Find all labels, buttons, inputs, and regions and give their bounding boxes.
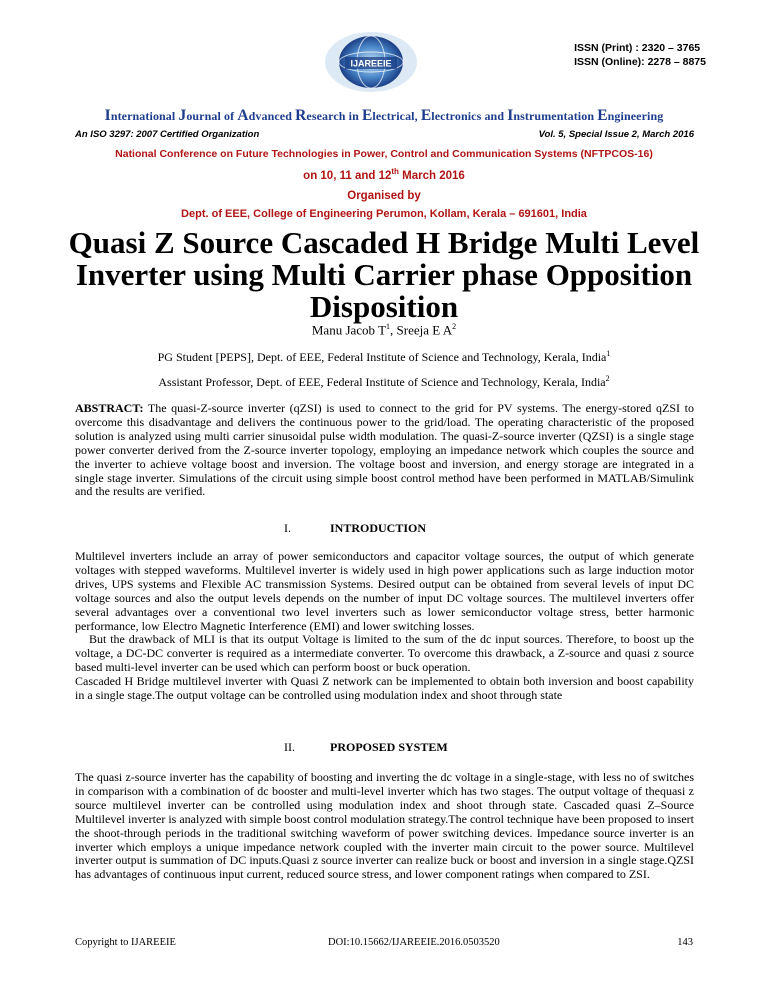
issn-block [574, 41, 706, 69]
volume-info: Vol. 5, Special Issue 2, March 2016 [538, 129, 694, 140]
issn-print: ISSN (Print) : 2320 – 3765 [574, 42, 701, 54]
journal-name [0, 107, 768, 125]
conference-dates: on 10, 11 and 12th March 2016 [303, 167, 465, 182]
journal-name-initial: E [361, 107, 373, 124]
journal-name-word: nstrumentation [513, 109, 598, 123]
footer-doi: DOI:10.15662/IJAREEIE.2016.0503520 [328, 937, 500, 948]
journal-name-initial: E [597, 107, 608, 124]
journal-name-word: dvanced [248, 109, 296, 123]
author-2: Sreeja E A [396, 322, 453, 338]
introduction-body [75, 550, 694, 703]
journal-name-initial: I [104, 107, 111, 124]
authors: Manu Jacob $T^1$, Sreeja E $A^2$ [311, 322, 457, 338]
journal-name-initial: R [295, 107, 307, 124]
intro-paragraph-3: Cascaded H Bridge multilevel inverter with Quasi Z network can be implemented to obtain both inversion and boost capability in a single stage.The output voltage can be controlled using modulation index and shoot through state [75, 674, 694, 703]
journal-name-word: nternational [110, 109, 179, 123]
journal-name-initial: A [237, 107, 249, 124]
footer-copyright: Copyright to IJAREEIE [75, 937, 176, 948]
page-number: 143 [677, 937, 693, 948]
proposed-system-body [75, 771, 694, 882]
abstract [75, 402, 694, 499]
journal-name-word: lectronics and [431, 109, 508, 123]
abstract-label: ABSTRACT: [75, 401, 144, 415]
journal-name-word: ngineering [607, 109, 664, 123]
affiliation-1: PG Student [PEPS], Dept. of EEE, Federal Institute of Science and Technology, Kerala, India$^1$ [157, 349, 611, 364]
journal-name-initial: J [178, 107, 187, 124]
conference-name: National Conference on Future Technologies in Power, Control and Communication Systems (NFTPCOS-16) [115, 148, 653, 160]
journal-name-word: ournal of [186, 109, 238, 123]
organiser-department: Dept. of EEE, College of Engineering Perumon, Kollam, Kerala – 691601, India [181, 208, 587, 220]
abstract-text: The quasi-Z-source inverter (qZSI) is used to connect to the grid for PV systems. The energy-stored qZSI to overcome this disadvantage and delivers the continuous power to the grid/load. The operating characteristic of the proposed solution is analyzed using multi carrier sinusoidal pulse width modulation. The quasi-Z-source inverter (QZSI) is a single stage power converter derived from the Z-source inverter topology, employing an impedance network which couples the source and the inverter to achieve voltage boost and inversion. The voltage boost and inversion, and energy storage are integrated in a single stage inverter. Simulations of the circuit using simple boost control method have been performed in MATLAB/Simulink and the results are verified. [75, 401, 694, 499]
issn-online: ISSN (Online): 2278 – 8875 [574, 56, 706, 68]
paper-title: Quasi Z Source Cascaded H Bridge Multi Level Inverter using Multi Carrier phase Opposition Disposition [68, 225, 700, 324]
journal-logo [322, 30, 420, 95]
logo-text: IJAREEIE [350, 58, 392, 69]
journal-name-word: lectrical, [372, 109, 421, 123]
author-1: Manu Jacob T [311, 322, 387, 338]
certification: An ISO 3297: 2007 Certified Organization [75, 129, 260, 140]
proposed-paragraph-1: The quasi z-source inverter has the capability of boosting and inverting the dc voltage in a single-stage, with less no of switches in comparison with a combination of dc booster and multi-level inverter which has two stages. The output voltage of thequasi z source multilevel inverter can be controlled using modulation index and shoot through state. Cascaded quasi Z–Source Multilevel inverter is analyzed with simple boost control modulation strategy.The control technique have been proposed to insert the shoot-through periods in the traditional switching waveform of power switching devices. Impedance source inverter is an inverter which employs a unique impedance network coupled with the inverter main circuit to the power source. Multilevel inverter output is summation of DC inputs.Quasi z source inverter can realize buck or boost and inversion in a single stage.QZSI has advantages of continuous input current, reduced source stress, and lower component ratings when compared to ZSI. [75, 770, 694, 882]
journal-name-initial: I [507, 107, 514, 124]
journal-name-initial: E [420, 107, 432, 124]
organised-by: Organised by [347, 190, 421, 202]
intro-paragraph-1: Multilevel inverters include an array of power semiconductors and capacitor voltage sources, the output of which generate voltages with stepped waveforms. Multilevel inverter is widely used in high power applications such as large induction motor drives, UPS systems and Flexible AC transmission Systems. Desired output can be obtained from several levels of input DC voltage sources and also the output levels depends on the number of input DC voltage sources. The multilevel inverters offer several advantages over a conventional two level inverters such as lower semiconductor voltage stress, better harmonic performance, low Electro Magnetic Interference (EMI) and lower switching losses. [75, 549, 694, 633]
affiliation-2: Assistant Professor, Dept. of EEE, Federal Institute of Science and Technology, Kerala, India$^2$ [158, 374, 610, 389]
intro-paragraph-2: But the drawback of MLI is that its output Voltage is limited to the sum of the dc input sources. Therefore, to boost up the voltage, a DC-DC converter is required as a intermediate converter. To overcome this drawback, a Z-source and quasi z source based multi-level inverter can be used which can perform boost or buck operation. [75, 632, 694, 675]
journal-name-word: esearch in [306, 109, 362, 123]
